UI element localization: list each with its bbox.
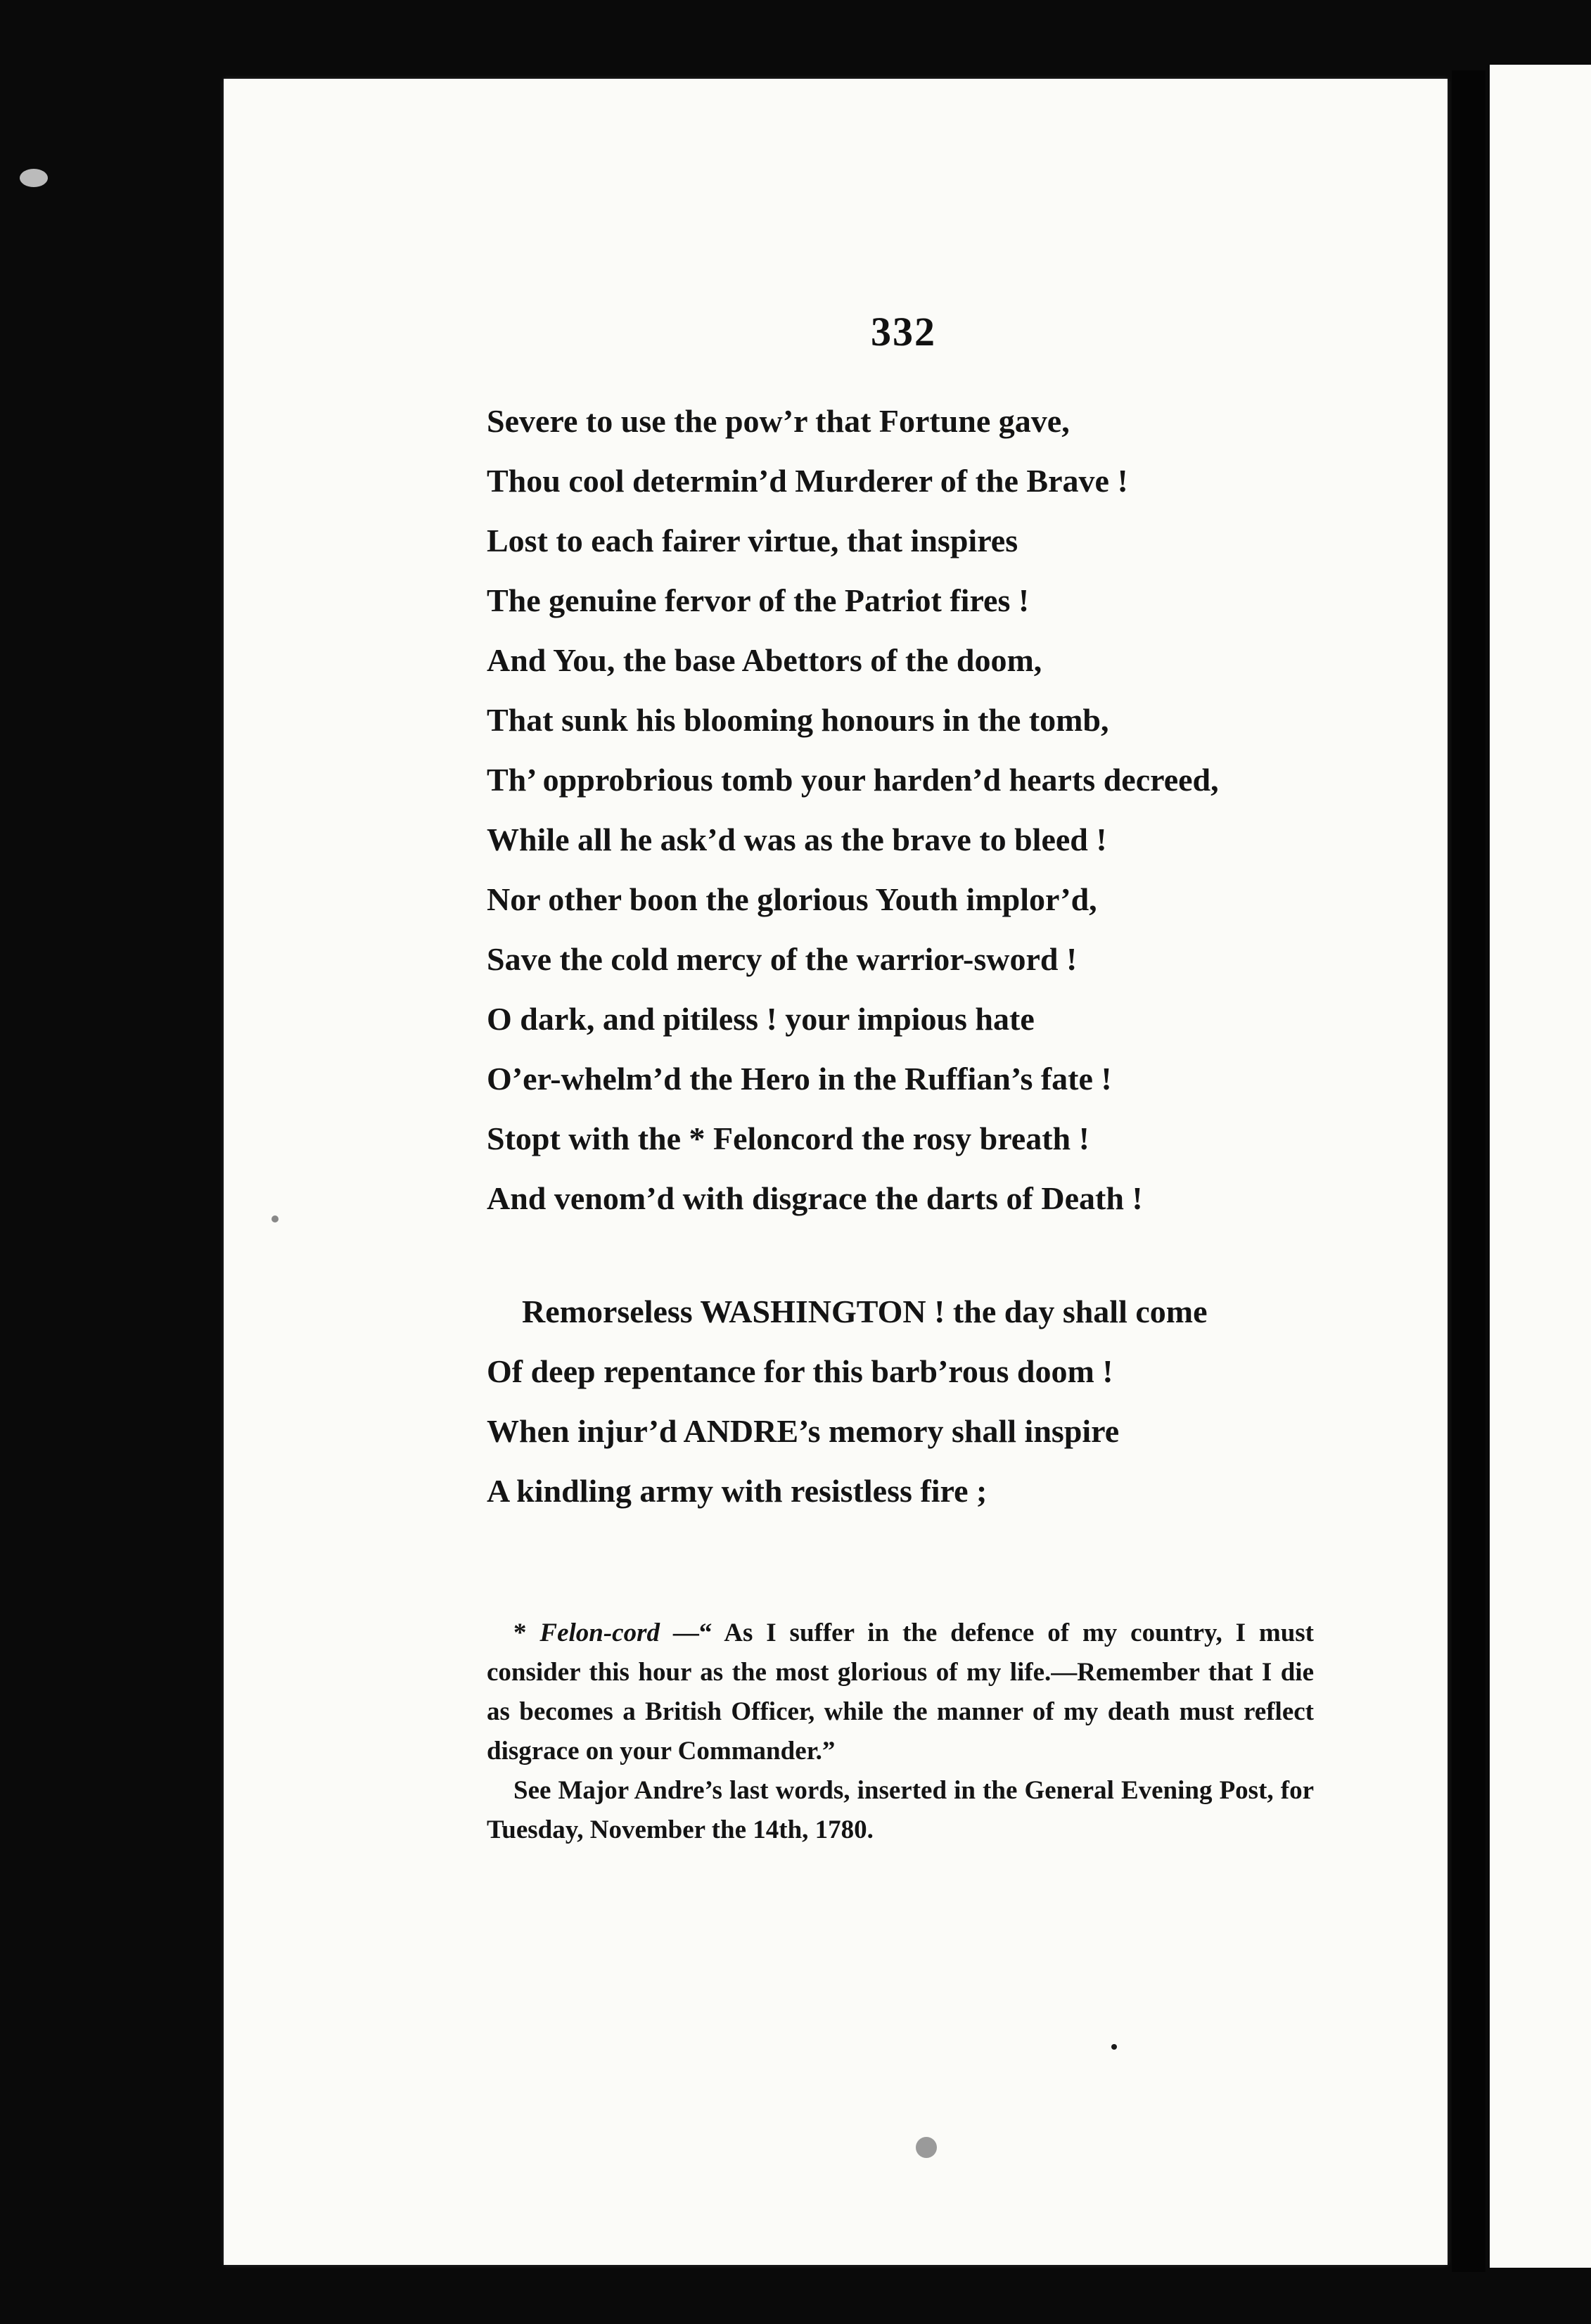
verse-line: And venom’d with disgrace the darts of Death ! <box>487 1180 1143 1216</box>
verse-line: A kindling army with resistless fire ; <box>487 1473 988 1509</box>
footnote-marker: * <box>513 1618 540 1647</box>
verse-line: Stopt with the * Feloncord the rosy breath ! <box>487 1120 1090 1156</box>
footnote-source: See Major Andre’s last words, inserted in the General Evening Post, for Tuesday, November the 14th, 1780. <box>487 1776 1314 1844</box>
ink-speck <box>1111 2044 1117 2050</box>
page-number: 332 <box>871 309 936 355</box>
poem-stanza-2 <box>487 1282 1401 1521</box>
ink-speck <box>20 169 48 187</box>
footnote-text: —“ As I suffer in the defence of my country, I must consider this hour as the most glorious of my life.—Remember that I die as becomes a British Officer, while the manner of my death must reflect disgrace on your Commander.” <box>487 1618 1314 1766</box>
ink-speck <box>916 2137 937 2158</box>
verse-line: When injur’d ANDRE’s memory shall inspire <box>487 1413 1120 1449</box>
verse-line: That sunk his blooming honours in the tomb, <box>487 702 1109 738</box>
verse-line: Th’ opprobrious tomb your harden’d hearts decreed, <box>487 762 1219 798</box>
poem-stanza-1 <box>487 391 1401 1228</box>
footnote-term: Felon-cord <box>539 1618 660 1647</box>
verse-line: And You, the base Abettors of the doom, <box>487 642 1042 678</box>
verse-line: Severe to use the pow’r that Fortune gave, <box>487 403 1070 439</box>
verse-line: Of deep repentance for this barb’rous doom ! <box>487 1353 1113 1389</box>
footnote-quote <box>487 1614 1314 1771</box>
verse-line: The genuine fervor of the Patriot fires ! <box>487 582 1030 618</box>
verse-line: O’er-whelm’d the Hero in the Ruffian’s fate ! <box>487 1061 1112 1097</box>
verse-line: O dark, and pitiless ! your impious hate <box>487 1001 1035 1037</box>
facing-page-edge <box>1490 65 1591 2268</box>
verse-line: Save the cold mercy of the warrior-sword ! <box>487 941 1078 977</box>
verse-line: Remorseless WASHINGTON ! the day shall come <box>522 1294 1208 1329</box>
book-gutter <box>1452 70 1485 2272</box>
verse-line: Lost to each fairer virtue, that inspires <box>487 523 1018 558</box>
verse-line: Nor other boon the glorious Youth implor’d, <box>487 881 1097 917</box>
verse-line: While all he ask’d was as the brave to bleed ! <box>487 822 1107 857</box>
ink-speck <box>271 1215 279 1222</box>
footnote <box>487 1614 1314 1850</box>
verse-line: Thou cool determin’d Murderer of the Brave ! <box>487 463 1128 499</box>
